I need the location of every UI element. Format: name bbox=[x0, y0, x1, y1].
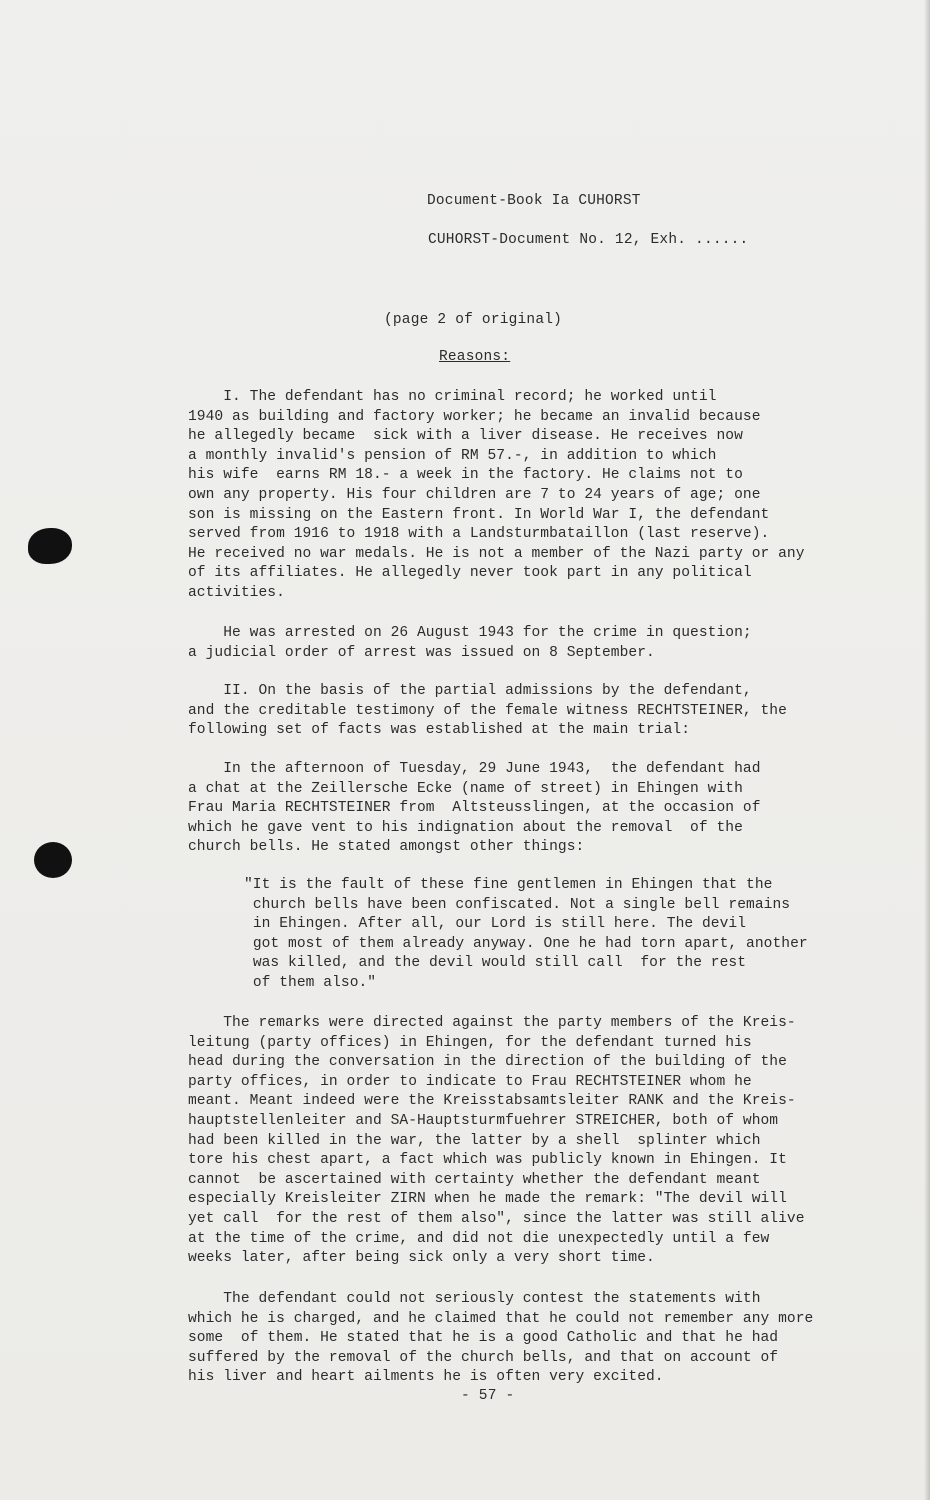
paper-edge-shadow bbox=[924, 0, 930, 1500]
paragraph-background: I. The defendant has no criminal record; he worked until 1940 as building and factory worker; he became an invalid because he allegedly became sick with a liver disease. He receives now a monthly invalid's pension of RM 57.-, in addition to which his wife earns RM 18.- a week in the factory. He claims not to own any property. His four children are 7 to 24 years of age; one son is missing on the Eastern front. In World War I, the defendant served from 1916 to 1918 with a Landsturmbataillon (last reserve). He received no war medals. He is not a member of the Nazi party or any of its affiliates. He allegedly never took part in any political activities. bbox=[188, 389, 805, 601]
paragraph-defendant-contest: The defendant could not seriously contest the statements with which he is charged, and he claimed that he could not remember any more some of them. He stated that he is a good Catholic and that he had suffered by the removal of the church bells, and that on account of his liver and heart ailments he is often very excited. bbox=[188, 1291, 814, 1386]
punch-hole-upper bbox=[28, 528, 72, 564]
punch-hole-lower bbox=[34, 842, 72, 878]
page-number: - 57 - bbox=[461, 1388, 515, 1404]
paragraph-facts-intro: II. On the basis of the partial admissions by the defendant, and the creditable testimony of the female witness RECHTSTEINER, the following set of facts was established at the main trial: bbox=[188, 683, 787, 739]
paragraph-incident: In the afternoon of Tuesday, 29 June 1943, the defendant had a chat at the Zeillersche Ecke (name of street) in Ehingen with Frau Maria RECHTSTEINER from Altsteusslingen, at the occasion of which he gave vent to his indignation about the removal of the church bells. He stated amongst other things: bbox=[188, 761, 761, 856]
section-title-reasons: Reasons: bbox=[439, 349, 511, 365]
document-book-label: Document-Book Ia CUHORST bbox=[427, 193, 641, 209]
paragraph-arrest: He was arrested on 26 August 1943 for the crime in question; a judicial order of arrest was issued on 8 September. bbox=[188, 625, 752, 661]
paragraph-remarks-directed: The remarks were directed against the party members of the Kreis- leitung (party offices) in Ehingen, for the defendant turned his head during the conversation in the direction of the building of the party offices, in order to indicate to Frau RECHTSTEINER whom he meant. Meant indeed were the Kreisstabsamtsleiter RANK and the Kreis- hauptstellenleiter and SA-Hauptsturmfuehrer STREICHER, both of whom had been killed in the war, the latter by a shell splinter which tore his chest apart, a fact which was publicly known in Ehingen. It cannot be ascertained with certainty whether the defendant meant especially Kreisleiter ZIRN when he made the remark: "The devil will yet call for the rest of them also", since the latter was still alive at the time of the crime, and did not die unexpectedly until a few weeks later, after being sick only a very short time. bbox=[188, 1015, 805, 1267]
page-of-original-note: (page 2 of original) bbox=[384, 312, 563, 328]
document-number-label: CUHORST-Document No. 12, Exh. ...... bbox=[428, 232, 749, 248]
quoted-statement: "It is the fault of these fine gentlemen in Ehingen that the church bells have been confiscated. Not a single bell remains in Ehingen. After all, our Lord is still here. The devil got most of them already anyway. One he had torn apart, another was killed, and the devil would still call for the rest of them also." bbox=[244, 877, 808, 991]
